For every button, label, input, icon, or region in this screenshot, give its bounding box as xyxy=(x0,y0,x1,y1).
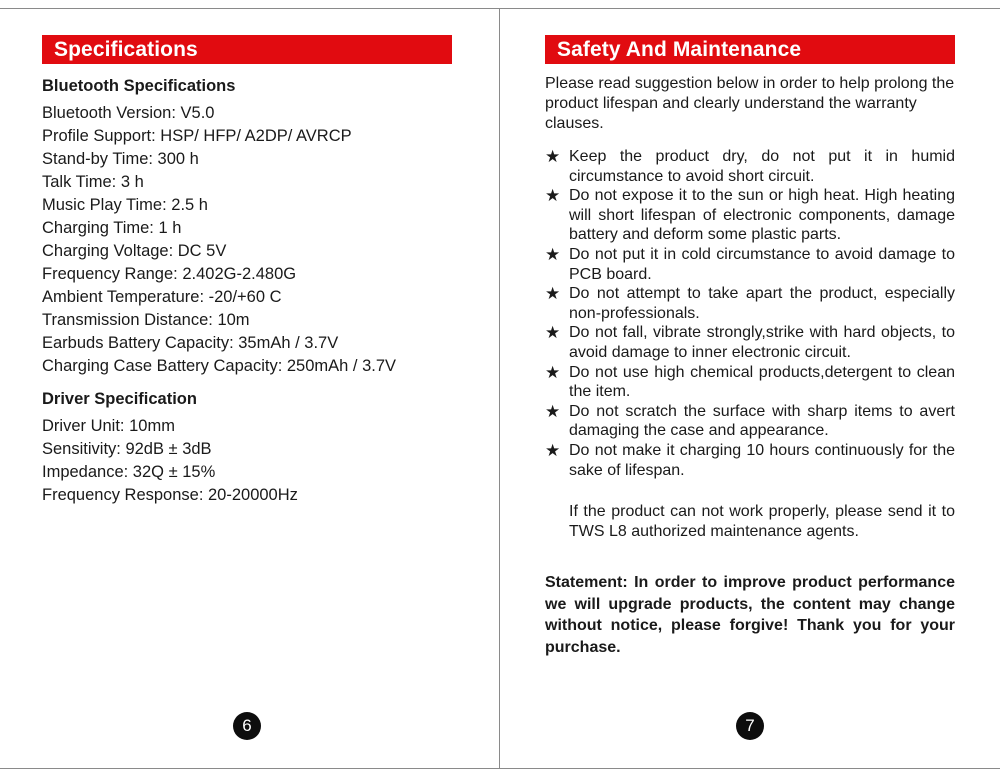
star-icon: ★ xyxy=(545,284,561,304)
star-icon: ★ xyxy=(545,323,561,343)
spec-item: Bluetooth Version: V5.0 xyxy=(42,104,215,122)
bullet-text: Do not make it charging 10 hours continuously for the sake of lifespan. xyxy=(569,441,955,479)
spec-item: Ambient Temperature: -20/+60 C xyxy=(42,288,282,306)
star-icon: ★ xyxy=(545,147,561,166)
spec-item: Stand-by Time: 300 h xyxy=(42,150,199,168)
safety-bullet xyxy=(545,147,955,186)
page-border-top xyxy=(0,8,1000,9)
bullet-text: Do not fall, vibrate strongly,strike with hard objects, to avoid damage to inner electronic circuit. xyxy=(569,324,955,361)
safety-bullet xyxy=(545,245,955,284)
spec-item: Talk Time: 3 h xyxy=(42,173,144,191)
star-icon: ★ xyxy=(545,244,561,264)
safety-bullet xyxy=(545,441,955,480)
spec-item: Frequency Range: 2.402G-2.480G xyxy=(42,265,297,283)
spec-item: Driver Unit: 10mm xyxy=(42,417,175,435)
spec-item: Charging Voltage: DC 5V xyxy=(42,242,227,260)
safety-bullet xyxy=(545,323,955,362)
star-icon: ★ xyxy=(545,440,561,460)
safety-bullet-list xyxy=(545,147,955,480)
safety-bullet xyxy=(545,402,955,441)
safety-intro: Please read suggestion below in order to help prolong the product lifespan and clearly understand the warranty clauses. xyxy=(545,75,955,132)
spec-item: Transmission Distance: 10m xyxy=(42,311,250,329)
star-icon: ★ xyxy=(545,362,561,382)
star-icon: ★ xyxy=(545,186,561,206)
specifications-title: Specifications xyxy=(42,35,452,64)
bullet-text: Do not use high chemical products,detergent to clean the item. xyxy=(569,363,955,401)
statement: Statement: In order to improve product performance we will upgrade products, the content may change without notice, please forgive! Thank you for your purchase. xyxy=(545,574,955,656)
bullet-text: Do not expose it to the sun or high heat. High heating will short lifespan of electronic components, damage battery and deform some plastic parts. xyxy=(569,187,955,244)
bullet-text: Do not put it in cold circumstance to avoid damage to PCB board. xyxy=(569,245,955,283)
spec-item: Impedance: 32Q ± 15% xyxy=(42,463,216,481)
spec-item: Profile Support: HSP/ HFP/ A2DP/ AVRCP xyxy=(42,127,352,145)
spec-item: Sensitivity: 92dB ± 3dB xyxy=(42,440,212,458)
bluetooth-specifications-heading: Bluetooth Specifications xyxy=(42,77,236,95)
bullet-text: Keep the product dry, do not put it in humid circumstance to avoid short circuit. xyxy=(569,148,955,185)
bluetooth-spec-list xyxy=(42,102,452,378)
safety-maintenance-page xyxy=(545,35,955,658)
page-number-6: 6 xyxy=(233,712,261,740)
spec-item: Earbuds Battery Capacity: 35mAh / 3.7V xyxy=(42,334,339,352)
bullet-text: Do not attempt to take apart the product, especially non-professionals. xyxy=(569,285,955,322)
safety-bullet xyxy=(545,363,955,402)
safety-bullet xyxy=(545,284,955,323)
star-icon: ★ xyxy=(545,401,561,421)
spec-item: Charging Case Battery Capacity: 250mAh / 3.7V xyxy=(42,357,397,375)
driver-spec-list xyxy=(42,415,452,507)
specifications-page xyxy=(42,35,452,507)
maintenance-note: If the product can not work properly, please send it to TWS L8 authorized maintenance agents. xyxy=(569,503,955,540)
spec-item: Music Play Time: 2.5 h xyxy=(42,196,208,214)
driver-specification-heading: Driver Specification xyxy=(42,390,197,408)
page-number-7: 7 xyxy=(736,712,764,740)
safety-maintenance-title: Safety And Maintenance xyxy=(545,35,955,64)
page-border-bottom xyxy=(0,768,1000,769)
safety-bullet xyxy=(545,186,955,245)
bullet-text: Do not scratch the surface with sharp items to avert damaging the case and appearance. xyxy=(569,402,955,440)
spec-item: Frequency Response: 20-20000Hz xyxy=(42,486,298,504)
page-divider xyxy=(499,8,500,768)
spec-item: Charging Time: 1 h xyxy=(42,219,182,237)
